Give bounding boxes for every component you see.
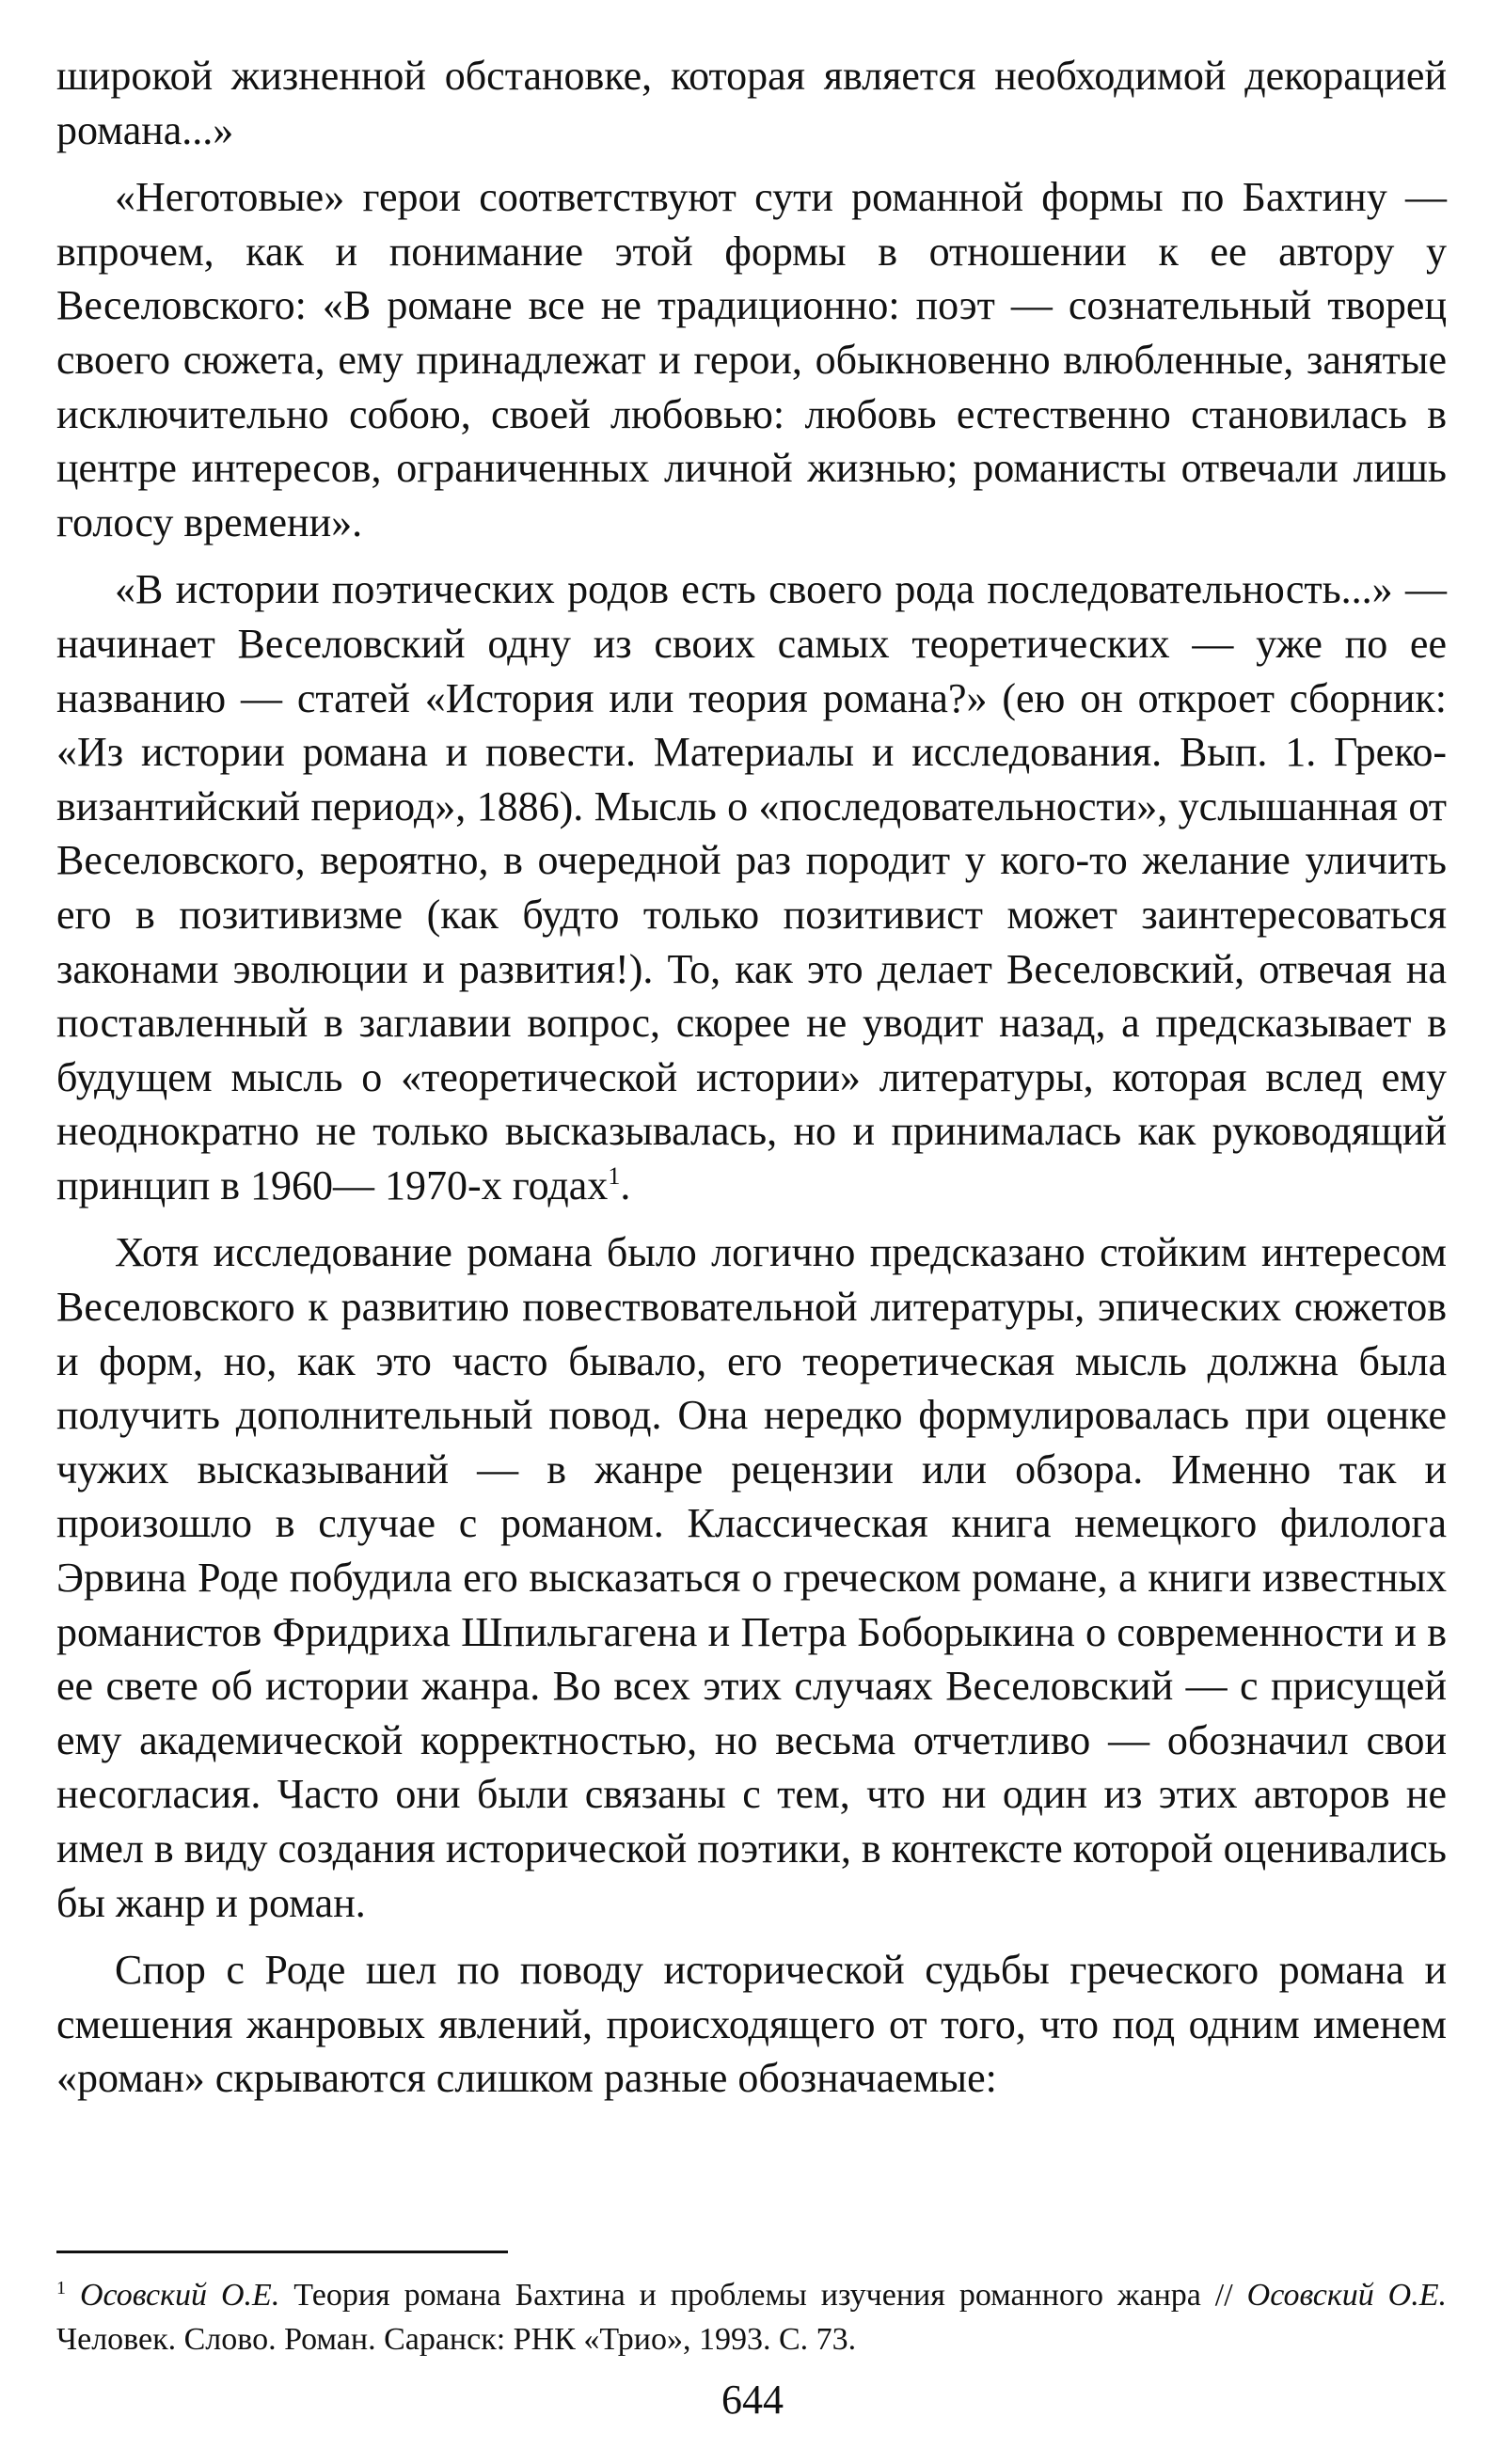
footnote-text-2: Человек. Слово. Роман. Саранск: РНК «Трио», 1993. С. 73. — [56, 2322, 857, 2357]
footnote-marker: 1 — [56, 2278, 66, 2298]
paragraph-3 — [56, 562, 1447, 1212]
footnote-text-1: Теория романа Бахтина и проблемы изучения романного жанра // — [279, 2278, 1247, 2313]
footnote-author-2: Осовский О.Е. — [1246, 2278, 1448, 2313]
main-text — [56, 49, 1447, 2106]
paragraph-3-end: . — [620, 1161, 631, 1208]
paragraph-1: широкой жизненной обстановке, которая является необходимой декорацией романа...» — [56, 53, 1447, 153]
footnote — [56, 2267, 1447, 2361]
paragraph-2: «Неготовые» герои соответствуют сути романной формы по Бахтину — впрочем, как и понимание этой формы в отношении к ее автору у Веселовского: «В романе все не традиционно: поэт — сознательный творец своего сюжета, ему принадлежат и герои, обыкновенно влюбленные, занятые исключительно собою, своей любовью: любовь естественно становилась в центре интересов, ограниченных личной жизнью; романисты отвечали лишь голосу времени». — [56, 174, 1447, 545]
paragraph-3-text: «В истории поэтических родов есть своего рода последовательность...» — начинает Веселовский одну из своих самых теоретических — уже по ее названию — статей «История или теория романа?» (ею он откроет сборник: «Из истории романа и повести. Материалы и исследования. Вып. 1. Греко-византийский период», 1886). Мысль о «последовательности», услышанная от Веселовского, вероятно, в очередной раз породит у кого-то желание уличить его в позитивизме (как будто только позитивист может заинтересоваться законами эволюции и развития!). То, как это делает Веселовский, отвечая на поставленный в заглавии вопрос, скорее не уводит назад, а предсказывает в будущем мысль о «теоретической истории» литературы, которая вслед ему неоднократно не только высказывалась, но и принималась как руководящий принцип в 1960— 1970-х годах — [56, 566, 1447, 1208]
paragraph-5: Спор с Роде шел по поводу исторической судьбы греческого романа и смешения жанровых явлений, происходящего от того, что под одним именем «роман» скрываются слишком разные обозначаемые: — [56, 1947, 1447, 2102]
footnote-reference: 1 — [608, 1161, 621, 1190]
footnote-separator — [56, 2251, 508, 2253]
paragraph-4: Хотя исследование романа было логично предсказано стойким интересом Веселовского к развитию повествовательной литературы, эпических сюжетов и форм, но, как это часто бывало, его теоретическая мысль должна была получить дополнительный повод. Она нередко формулировалась при оценке чужих высказываний — в жанре рецензии или обзора. Именно так и произошло в случае с романом. Классическая книга немецкого филолога Эрвина Роде побудила его высказаться о греческом романе, а книги известных романистов Фридриха Шпильгагена и Петра Боборыкина о современности и в ее свете об истории жанра. Во всех этих случаях Веселовский — с присущей ему академической корректностью, но весьма отчетливо — обозначил свои несогласия. Часто они были связаны с тем, что ни один из этих авторов не имел в виду создания исторической поэтики, в контексте которой оценивались бы жанр и роман. — [56, 1229, 1447, 1926]
footnote-author-1: Осовский О.Е. — [79, 2278, 280, 2313]
page-number: 644 — [721, 2377, 784, 2423]
